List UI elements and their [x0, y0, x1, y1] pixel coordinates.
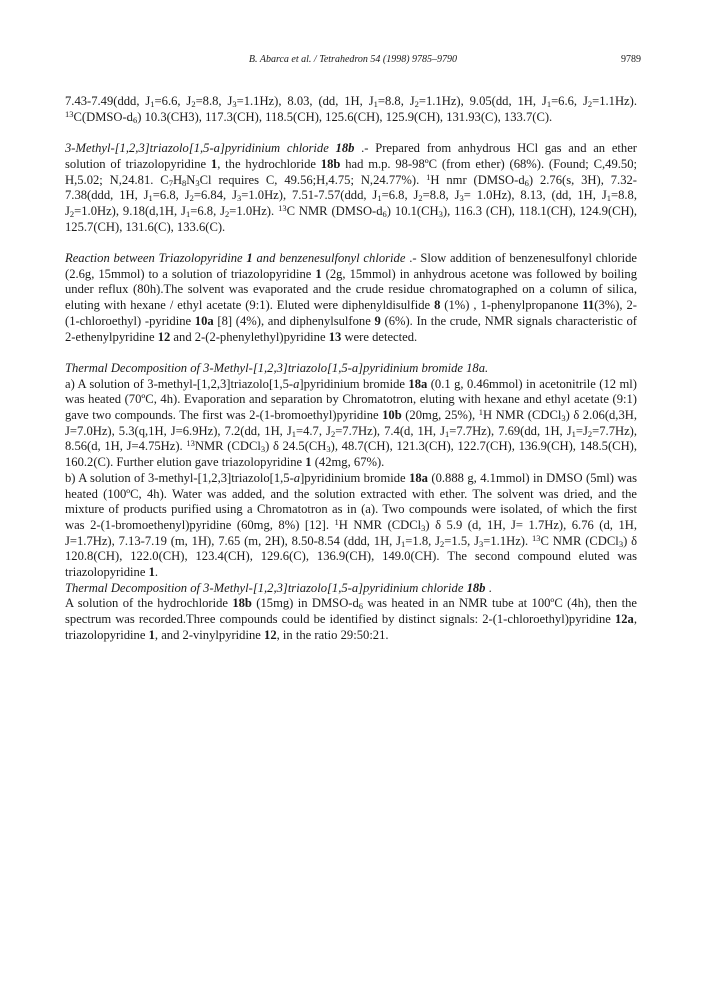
text-run: =8.8, J	[377, 94, 415, 108]
text-run: 2	[440, 538, 445, 549]
text-run: .- Slow addition of benzenesulfonyl chloride (2.6g, 15mmol) to a solution of triazolopyridine	[65, 251, 638, 281]
paragraph-18a-nmr-continuation	[65, 94, 637, 125]
text-run: were detected.	[341, 329, 418, 344]
text-run: =1.1Hz).	[483, 533, 532, 548]
text-run: 1	[377, 193, 382, 204]
text-run: 6	[524, 177, 529, 188]
text-run: (1%) , 1-phenylpropanone	[440, 298, 583, 313]
text-run: .- Prepared from anhydrous HCl gas and an ether solution of triazolopyridine	[65, 141, 637, 171]
text-run: , and 2-vinylpyridine	[154, 627, 265, 642]
text-run: 2	[69, 208, 75, 219]
text-run: 11	[582, 298, 595, 313]
text-run: was heated in an NMR tube at 100ºC (4h), then the spectrum was recorded.Three compounds could be identified by distinct signals: 2-(1-chloroethyl)pyridine	[65, 596, 638, 627]
text-run: ) δ 120.8(CH), 122.0(CH), 123.4(CH), 129.6(C), 136.9(CH), 149.0(CH). The second compound eluted was triazolopyridine	[65, 533, 638, 580]
text-run: 13	[328, 329, 342, 344]
text-run: 2	[225, 208, 230, 219]
text-run: =1.1Hz).	[592, 94, 637, 108]
text-run: = 1.0Hz), 8.13, (dd, 1H, J	[463, 188, 607, 203]
text-run: 2	[330, 428, 336, 439]
text-run: , the hydrochloride	[217, 156, 321, 171]
text-run: =1.0Hz).	[229, 203, 279, 218]
text-run: 8	[182, 177, 187, 188]
text-run: 3	[326, 444, 331, 455]
text-run: =8.8, J	[422, 188, 460, 203]
text-run: b) A solution of 3-methyl-[1,2,3]triazolo[1,5-	[65, 470, 294, 485]
text-run: 13	[531, 532, 541, 543]
text-run: 18b	[466, 580, 486, 595]
text-run: 10b	[382, 408, 402, 423]
text-run: 1	[334, 516, 339, 527]
text-run: =8.8, J	[195, 94, 233, 108]
text-run: =1.5, J	[444, 533, 480, 548]
text-run: ]pyridinium bromide	[299, 376, 409, 391]
text-run: 8	[434, 298, 441, 313]
text-run: ) δ 5.9 (d, 1H, J= 1.7Hz), 6.76 (d, 1H, J=1.7Hz), 7.13-7.19 (m, 1H), 7.65 (m, 2H), 8.50-8.54 (ddd, 1H, J	[65, 517, 637, 548]
section-heading-18b-decomposition	[65, 581, 637, 597]
text-run: =6.8, J	[381, 188, 419, 203]
text-run: 12	[264, 627, 277, 642]
running-title: B. Abarca et al. / Tetrahedron 54 (1998) 9785–9790	[248, 54, 458, 65]
text-run: 10a	[194, 313, 214, 328]
text-run: 9	[374, 313, 381, 328]
text-run: =7.7Hz), 8.56(d, 1H, J=4.75Hz).	[65, 423, 638, 454]
text-run: 18b	[320, 156, 341, 171]
text-run: 1	[373, 99, 378, 109]
text-run: 1	[185, 208, 191, 219]
text-run: C(DMSO-d	[73, 109, 133, 124]
text-run: ), 116.3 (CH), 118.1(CH), 124.9(CH), 125.7(CH), 131.6(C), 133.6(C).	[65, 203, 637, 234]
text-run: a) A solution of 3-methyl-[1,2,3]triazolo[1,5-	[65, 376, 294, 391]
text-run: ) δ 24.5(CH	[265, 439, 327, 454]
text-run: Thermal Decomposition of 3-Methyl-[1,2,3]triazolo[1,5-a]pyridinium bromide 18a.	[65, 360, 489, 375]
text-run: (2g, 15mmol) in anhydrous acetone was followed by boiling under reflux (80h).The solvent was evaporated and the crude residue chromatographed on a column of silica, eluting with hexane / ethyl acetate (9:1). Eluted were diphenyldisulfide	[65, 266, 637, 313]
text-run: 2	[418, 193, 423, 204]
body-text	[65, 94, 637, 644]
text-run: =J	[575, 423, 588, 438]
text-run: =7.7Hz), 7.4(d, 1H, J	[335, 423, 445, 438]
text-run: H	[172, 172, 183, 187]
text-run: 18b	[232, 596, 252, 611]
text-run: 12	[157, 329, 171, 344]
text-run: =6.8, J	[152, 188, 190, 203]
text-run: 1	[148, 193, 153, 204]
text-run: a	[293, 376, 300, 391]
text-run: =8.8, J	[65, 188, 637, 218]
text-run: 1	[571, 428, 576, 439]
text-run: =6.8, J	[190, 203, 226, 218]
text-run: (42mg, 67%).	[311, 455, 385, 470]
text-run: Reaction between Triazolopyridine	[65, 251, 247, 265]
paragraph-18a-part-b	[65, 471, 637, 581]
text-run: A solution of the hydrochloride	[65, 596, 233, 611]
text-run: and benzenesulfonyl chloride	[252, 251, 406, 265]
text-run: 6	[358, 601, 364, 612]
text-run: 1	[401, 538, 406, 549]
text-run: 18b	[335, 141, 355, 156]
paragraph-18b-decomposition	[65, 596, 637, 643]
text-run: 3	[232, 99, 237, 109]
text-run: , in the ratio 29:50:21.	[276, 627, 389, 642]
text-run: 2	[587, 428, 593, 439]
text-run: 1	[444, 428, 450, 439]
text-run: Thermal Decomposition of 3-Methyl-[1,2,3]triazolo[1,5-a]pyridinium chloride	[65, 580, 467, 595]
text-run: .	[154, 565, 159, 580]
text-run: ) 2.76(s, 3H), 7.32-7.38(ddd, 1H, J	[65, 172, 637, 203]
text-run: 13	[278, 202, 287, 213]
text-run: =1.1Hz), 9.05(dd, 1H, J	[418, 94, 547, 108]
text-run: (15mg) in DMSO-d	[251, 596, 359, 611]
text-run: had m.p. 98-98ºC (from ether) (68%). (Found; C,49.50; H,5.02; N,24.81. C	[65, 156, 637, 187]
text-run: 2	[189, 193, 194, 204]
text-run: ]pyridinium bromide	[300, 470, 410, 485]
text-run: 1	[315, 266, 322, 281]
text-run: ) δ 2.06(d,3H, J=7.0Hz), 5.3(q,1H, J=6.9Hz), 7.2(dd, 1H, J	[65, 408, 637, 438]
text-run: C NMR (CDCl	[540, 533, 619, 548]
text-run: 1	[291, 428, 296, 439]
text-run: 3	[236, 193, 242, 204]
paragraph-benzenesulfonyl-reaction	[65, 251, 637, 345]
paragraph-18b-preparation	[65, 141, 637, 235]
text-run: 1	[148, 627, 155, 642]
text-run: 6	[382, 208, 387, 219]
text-run: =6.6, J	[154, 94, 192, 108]
text-run: and 2-(2-phenylethyl)pyridine	[170, 329, 329, 344]
text-run: =1.0Hz), 7.51-7.57(ddd, J	[241, 188, 378, 203]
text-run: Cl requires C, 49.56;H,4.75; N,24.77%).	[199, 172, 427, 187]
section-heading-18a-decomposition	[65, 361, 637, 377]
text-run: 3	[260, 444, 266, 455]
text-run: 18a	[409, 470, 428, 485]
text-run: =1.0Hz), 9.18(d,1H, J	[74, 203, 186, 218]
text-run: ) 10.1(CH	[386, 203, 439, 218]
text-run: 3	[438, 208, 443, 219]
text-run: (20mg, 25%),	[401, 408, 479, 423]
text-run: (3%), 2-(1-chloroethyl) -pyridine	[65, 298, 637, 328]
text-run: 12a	[614, 612, 634, 627]
text-run: C NMR (DMSO-d	[286, 203, 383, 218]
text-run: 13	[186, 438, 195, 449]
text-run: H NMR (CDCl	[482, 408, 562, 423]
text-run: =4.7, J	[296, 423, 331, 438]
text-run: 1	[210, 156, 218, 171]
text-run: ), 48.7(CH), 121.3(CH), 122.7(CH), 136.9(CH), 148.5(CH), 160.2(C). Further elution gave triazolopyridine	[65, 439, 638, 470]
text-run: =1.1Hz), 8.03, (dd, 1H, J	[236, 94, 374, 108]
text-run: (0.888 g, 4.1mmol) in DMSO (5ml) was heated (100ºC, 4h). Water was added, and the solution extracted with ether. The solvent was dried, and the mixture of products purified using a Chromatotron as in (a). Two compounds were isolated, of which the first was 2-(1-bromoethenyl)pyridine (60mg, 8%) [12].	[65, 470, 637, 532]
text-run: 3	[421, 522, 426, 533]
text-run: N	[186, 172, 196, 187]
text-run: (6%). In the crude, NMR signals characteristic of 2-ethenylpyridine	[65, 313, 637, 344]
text-run: 3-Methyl-[1,2,3]triazolo[1,5-a]pyridinium chloride	[65, 141, 336, 156]
text-run: 7	[168, 177, 173, 188]
text-run: NMR (CDCl	[194, 439, 261, 454]
text-run: 13	[65, 108, 74, 119]
text-run: 3	[459, 193, 464, 204]
text-run: , triazolopyridine	[65, 612, 637, 642]
text-run: 2	[414, 99, 419, 109]
text-run: [8] (4%), and diphenylsulfone	[213, 313, 375, 328]
text-run: =1.8, J	[405, 533, 441, 548]
text-run: 1	[150, 99, 155, 109]
text-run: 3	[479, 538, 484, 549]
text-run: 3	[561, 413, 566, 424]
text-run: a	[293, 470, 301, 485]
text-run: ) 10.3(CH3), 117.3(CH), 118.5(CH), 125.6(CH), 125.9(CH), 131.93(C), 133.7(C).	[137, 109, 553, 124]
text-run: 1	[478, 407, 483, 418]
text-run: 1	[426, 171, 431, 182]
text-run: H nmr (DMSO-d	[430, 172, 525, 187]
text-run: .	[485, 580, 492, 595]
text-run: 1	[546, 99, 552, 109]
text-run: 2	[587, 99, 593, 109]
text-run: 6	[132, 114, 138, 125]
text-run: 3	[195, 177, 200, 188]
text-run: =7.7Hz), 7.69(dd, 1H, J	[449, 423, 572, 438]
text-run: =6.84, J	[193, 188, 237, 203]
text-run: 1	[246, 251, 253, 265]
text-run: =6.6, J	[551, 94, 588, 108]
paragraph-18a-part-a	[65, 377, 637, 471]
text-run: (0.1 g, 0.46mmol) in acetonitrile (12 ml) was heated (70ºC, 4h). Evaporation and separation by Chromatotron, eluting with hexane and ethyl acetate (9:1) gave two compounds. The first was 2-(1-bromoethyl)pyridine	[65, 376, 637, 423]
text-run: 3	[618, 538, 624, 549]
text-run: 18a	[408, 376, 428, 391]
text-run: 1	[305, 455, 312, 470]
text-run: H NMR (CDCl	[338, 517, 422, 532]
text-run: 1	[606, 193, 611, 204]
text-run: 7.43-7.49(ddd, J	[65, 94, 151, 108]
page-header	[65, 54, 641, 70]
text-run: 2	[191, 99, 196, 109]
text-run: 1	[148, 565, 155, 580]
page-number: 9789	[621, 54, 641, 65]
